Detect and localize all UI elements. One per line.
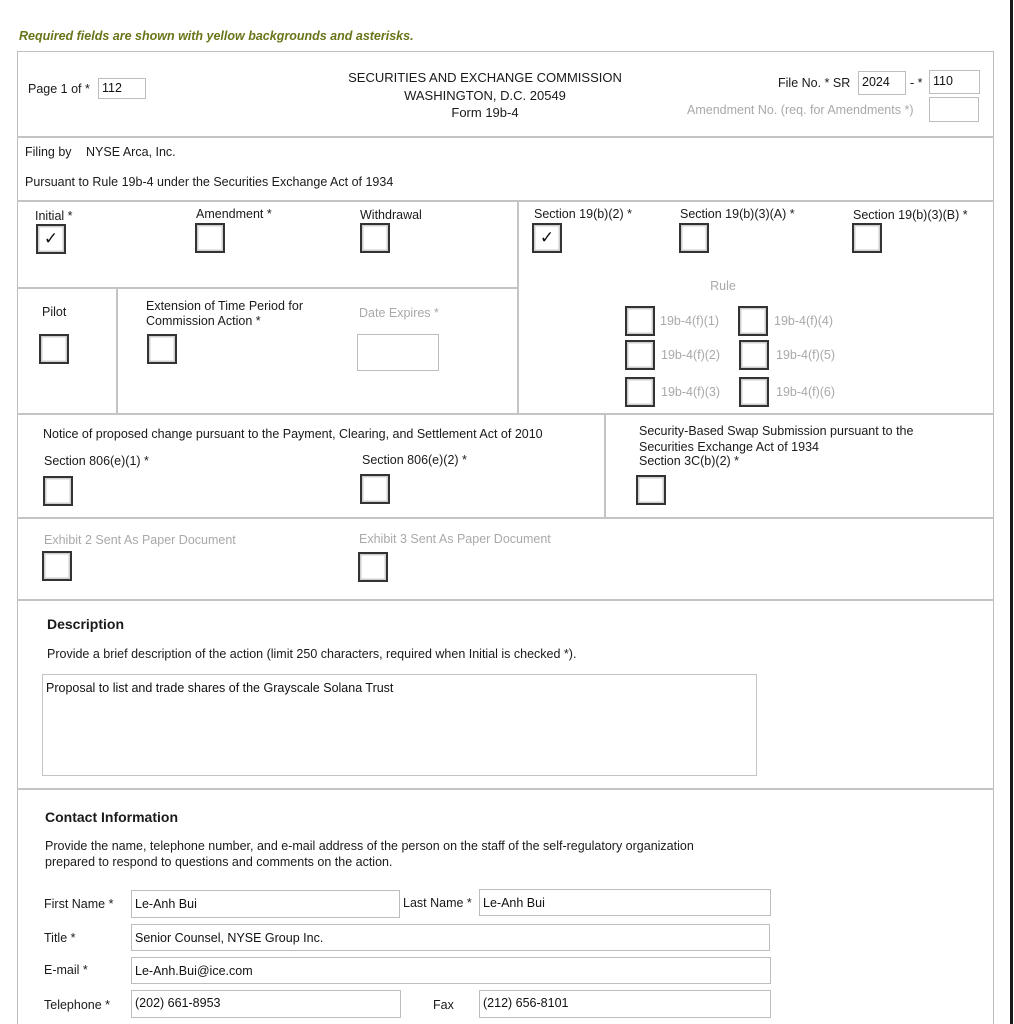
- checkmark-icon: ✓: [539, 228, 555, 247]
- description-heading: Description: [47, 616, 125, 632]
- pursuant-rule-text: Pursuant to Rule 19b-4 under the Securities Exchange Act of 1934: [25, 175, 394, 189]
- amendment-label: Amendment *: [196, 207, 272, 221]
- amendment-no-label: Amendment No. (req. for Amendments *): [687, 103, 914, 117]
- rule-f4-label: 19b-4(f)(4): [774, 314, 834, 328]
- divider: [17, 788, 994, 790]
- description-instructions: Provide a brief description of the action (limit 250 characters, required when Initial is checked *).: [47, 647, 577, 661]
- section-19b3b-label: Section 19(b)(3)(B) *: [853, 208, 968, 222]
- filing-by-label: Filing by: [25, 145, 72, 159]
- exhibit2-checkbox[interactable]: [42, 551, 72, 581]
- file-no-number-input[interactable]: 110: [929, 70, 980, 94]
- rule-f3-checkbox[interactable]: [625, 377, 655, 407]
- contact-heading: Contact Information: [45, 809, 178, 825]
- exhibit3-checkbox[interactable]: [358, 552, 388, 582]
- email-input[interactable]: Le-Anh.Bui@ice.com: [131, 957, 771, 984]
- exhibit2-label: Exhibit 2 Sent As Paper Document: [44, 533, 236, 547]
- divider: [116, 287, 118, 414]
- section-3cb2-label: Section 3C(b)(2) *: [639, 454, 740, 468]
- last-name-input[interactable]: Le-Anh Bui: [479, 889, 771, 916]
- commission-title: SECURITIES AND EXCHANGE COMMISSION: [348, 70, 622, 85]
- swap-heading-line2: Securities Exchange Act of 1934: [639, 440, 819, 454]
- divider: [17, 200, 994, 202]
- divider: [17, 136, 994, 138]
- section-19b2-checkbox[interactable]: [532, 223, 562, 253]
- payment-clearing-heading: Notice of proposed change pursuant to the Payment, Clearing, and Settlement Act of 2010: [43, 427, 543, 441]
- email-label: E-mail *: [44, 963, 88, 977]
- rule-f2-checkbox[interactable]: [625, 340, 655, 370]
- title-input[interactable]: Senior Counsel, NYSE Group Inc.: [131, 924, 770, 951]
- rule-f5-label: 19b-4(f)(5): [776, 348, 836, 362]
- withdrawal-checkbox[interactable]: [360, 223, 390, 253]
- fax-label: Fax: [433, 998, 454, 1012]
- pilot-label: Pilot: [42, 305, 67, 319]
- telephone-input[interactable]: (202) 661-8953: [131, 990, 401, 1018]
- title-label: Title *: [44, 931, 76, 945]
- section-19b2-label: Section 19(b)(2) *: [534, 207, 632, 221]
- rule-f6-checkbox[interactable]: [739, 377, 769, 407]
- rule-f2-label: 19b-4(f)(2): [661, 348, 721, 362]
- required-fields-notice: Required fields are shown with yellow backgrounds and asterisks.: [19, 29, 414, 43]
- file-no-separator: - *: [910, 76, 923, 90]
- rule-f4-checkbox[interactable]: [738, 306, 768, 336]
- contact-instructions: Provide the name, telephone number, and e-mail address of the person on the staff of the self-regulatory organization: [45, 839, 694, 853]
- exhibit3-label: Exhibit 3 Sent As Paper Document: [359, 532, 551, 546]
- first-name-label: First Name *: [44, 897, 114, 911]
- description-textarea[interactable]: Proposal to list and trade shares of the Grayscale Solana Trust: [42, 674, 757, 776]
- rule-f1-checkbox[interactable]: [625, 306, 655, 336]
- rule-f1-label: 19b-4(f)(1): [660, 314, 720, 328]
- initial-checkbox[interactable]: [36, 224, 66, 254]
- divider: [604, 413, 606, 518]
- extension-checkbox[interactable]: [147, 334, 177, 364]
- file-no-label: File No. * SR: [778, 76, 851, 90]
- date-expires-label: Date Expires *: [359, 306, 439, 320]
- pilot-checkbox[interactable]: [39, 334, 69, 364]
- rule-f5-checkbox[interactable]: [739, 340, 769, 370]
- page-total-input[interactable]: 112: [98, 78, 146, 99]
- rule-f6-label: 19b-4(f)(6): [776, 385, 836, 399]
- section-806e2-label: Section 806(e)(2) *: [362, 453, 467, 467]
- section-806e1-checkbox[interactable]: [43, 476, 73, 506]
- section-19b3a-label: Section 19(b)(3)(A) *: [680, 207, 795, 221]
- extension-label-line2: Commission Action *: [146, 314, 261, 328]
- form-name: Form 19b-4: [451, 105, 519, 120]
- file-no-year-input[interactable]: 2024: [858, 71, 906, 95]
- contact-instructions-line2: prepared to respond to questions and comments on the action.: [45, 855, 393, 869]
- amendment-checkbox[interactable]: [195, 223, 225, 253]
- rule-f3-label: 19b-4(f)(3): [661, 385, 721, 399]
- extension-label: Extension of Time Period for: [146, 299, 304, 313]
- rule-label: Rule: [710, 279, 736, 293]
- divider: [17, 413, 994, 415]
- commission-address: WASHINGTON, D.C. 20549: [404, 88, 566, 103]
- divider: [17, 517, 994, 519]
- divider: [17, 287, 518, 289]
- initial-label: Initial *: [35, 209, 73, 223]
- window-edge: [1010, 0, 1013, 1024]
- date-expires-input[interactable]: [357, 334, 439, 371]
- page-label: Page 1 of *: [28, 82, 90, 96]
- swap-heading: Security-Based Swap Submission pursuant to the: [639, 424, 914, 438]
- checkmark-icon: ✓: [43, 229, 59, 248]
- amendment-no-input[interactable]: [929, 97, 979, 122]
- fax-input[interactable]: (212) 656-8101: [479, 990, 771, 1018]
- first-name-input[interactable]: Le-Anh Bui: [131, 890, 400, 918]
- last-name-label: Last Name *: [403, 896, 472, 910]
- section-3cb2-checkbox[interactable]: [636, 475, 666, 505]
- withdrawal-label: Withdrawal: [360, 208, 422, 222]
- telephone-label: Telephone *: [44, 998, 111, 1012]
- filing-by-value: NYSE Arca, Inc.: [86, 145, 176, 159]
- divider: [517, 200, 519, 414]
- section-806e1-label: Section 806(e)(1) *: [44, 454, 149, 468]
- section-806e2-checkbox[interactable]: [360, 474, 390, 504]
- section-19b3a-checkbox[interactable]: [679, 223, 709, 253]
- divider: [17, 599, 994, 601]
- section-19b3b-checkbox[interactable]: [852, 223, 882, 253]
